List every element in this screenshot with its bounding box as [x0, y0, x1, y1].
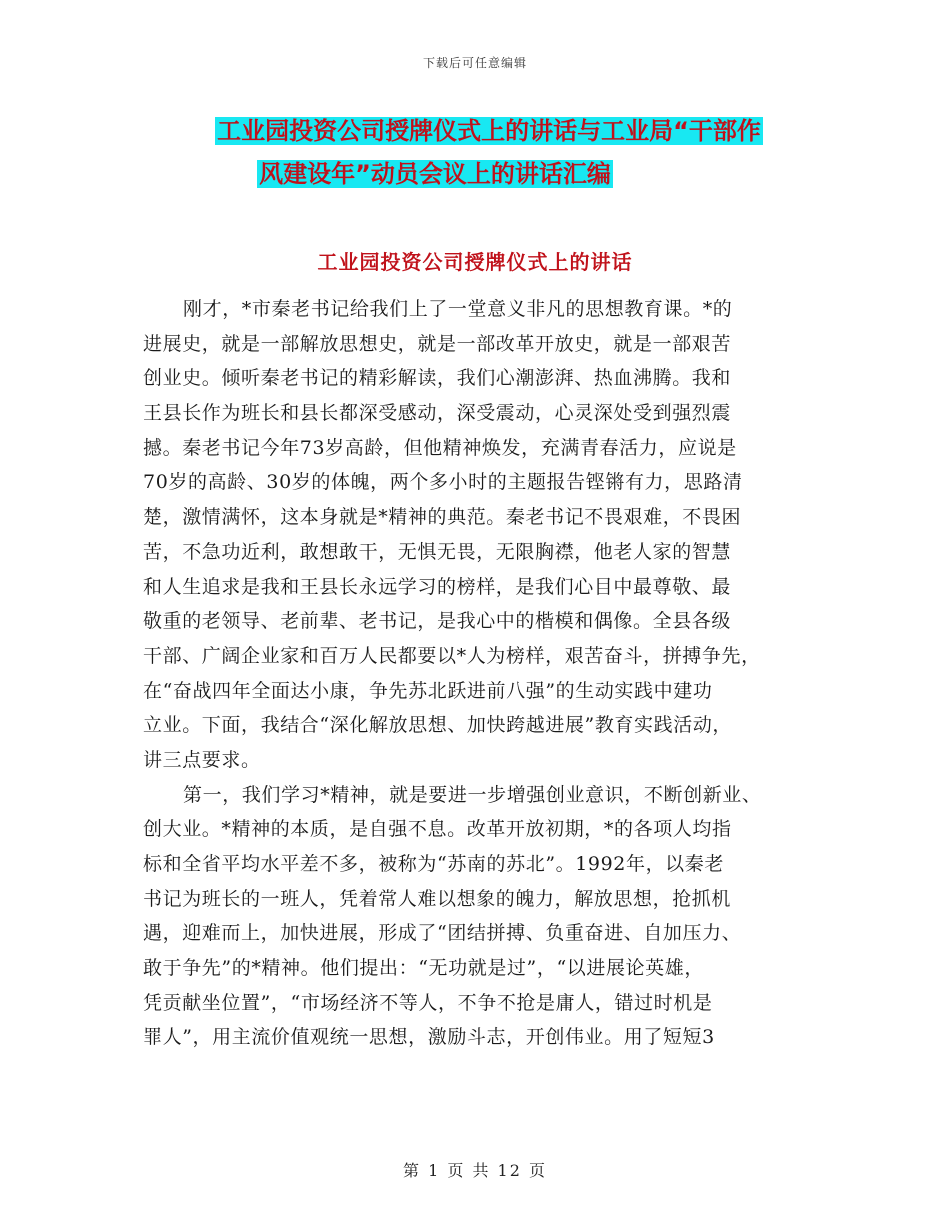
paragraph-line: 70岁的高龄、30岁的体魄，两个多小时的主题报告铿锵有力，思路清 — [143, 471, 743, 494]
paragraph-line: 第一，我们学习*精神，就是要进一步增强创业意识，不断创新业、 — [183, 783, 762, 806]
paragraph-line: 立业。下面，我结合“深化解放思想、加快跨越进展”教育实践活动， — [143, 714, 733, 737]
main-title-highlight-2: 风建设年”动员会议上的讲话汇编 — [259, 160, 611, 188]
paragraph-line: 凭贡献坐位置”，“市场经济不等人，不争不抢是庸人，错过时机是 — [143, 991, 713, 1014]
body-text — [143, 292, 823, 1055]
paragraph-line: 敬重的老领导、老前辈、老书记，是我心中的楷模和偶像。全县各级 — [143, 610, 732, 633]
paragraph-line: 王县长作为班长和县长都深受感动，深受震动，心灵深处受到强烈震 — [143, 402, 732, 425]
paragraph-line: 干部、广阔企业家和百万人民都要以*人为榜样，艰苦奋斗，拼搏争先， — [143, 644, 761, 667]
page-footer: 第 1 页 共 12 页 — [403, 1161, 547, 1180]
paragraph-line: 在“奋战四年全面达小康，争先苏北跃进前八强”的生动实践中建功 — [143, 679, 713, 702]
paragraph-line: 敢于争先”的*精神。他们提出：“无功就是过”，“以进展论英雄， — [143, 957, 704, 980]
paragraph-line: 遇，迎难而上，加快进展，形成了“团结拼搏、负重奋进、自加压力、 — [143, 922, 742, 945]
main-title-line-1 — [14, 115, 950, 147]
paragraph-line: 和人生追求是我和王县长永远学习的榜样，是我们心目中最尊敬、最 — [143, 575, 732, 598]
paragraph-line: 讲三点要求。 — [143, 748, 261, 771]
main-title-line-2 — [0, 158, 910, 190]
paragraph-line: 楚，激情满怀，这本身就是*精神的典范。秦老书记不畏艰难，不畏困 — [143, 506, 742, 529]
header-note: 下载后可任意编辑 — [422, 56, 527, 70]
paragraph-line: 刚才，*市秦老书记给我们上了一堂意义非凡的思想教育课。*的 — [183, 298, 733, 320]
paragraph-line: 标和全省平均水平差不多，被称为“苏南的苏北”。1992年，以秦老 — [143, 853, 724, 875]
main-title-highlight-1: 工业园投资公司授牌仪式上的讲话与工业局“干部作 — [217, 117, 761, 145]
paragraph-line: 书记为班长的一班人，凭着常人难以想象的魄力，解放思想，抢抓机 — [143, 887, 732, 910]
paragraph-line: 创大业。*精神的本质，是自强不息。改革开放初期，*的各项人均指 — [143, 818, 732, 841]
paragraph-line: 罪人”，用主流价值观统一思想，激励斗志，开创伟业。用了短短3 — [143, 1026, 715, 1049]
paragraph-line: 进展史，就是一部解放思想史，就是一部改革开放史，就是一部艰苦 — [143, 332, 732, 355]
paragraph-line: 创业史。倾听秦老书记的精彩解读，我们心潮澎湃、热血沸腾。我和 — [143, 367, 732, 390]
section-title: 工业园投资公司授牌仪式上的讲话 — [317, 250, 633, 274]
paragraph-line: 撼。秦老书记今年73岁高龄，但他精神焕发，充满青春活力，应说是 — [143, 436, 737, 459]
paragraph-line: 苦，不急功近利，敢想敢干，无惧无畏，无限胸襟，他老人家的智慧 — [143, 540, 732, 563]
